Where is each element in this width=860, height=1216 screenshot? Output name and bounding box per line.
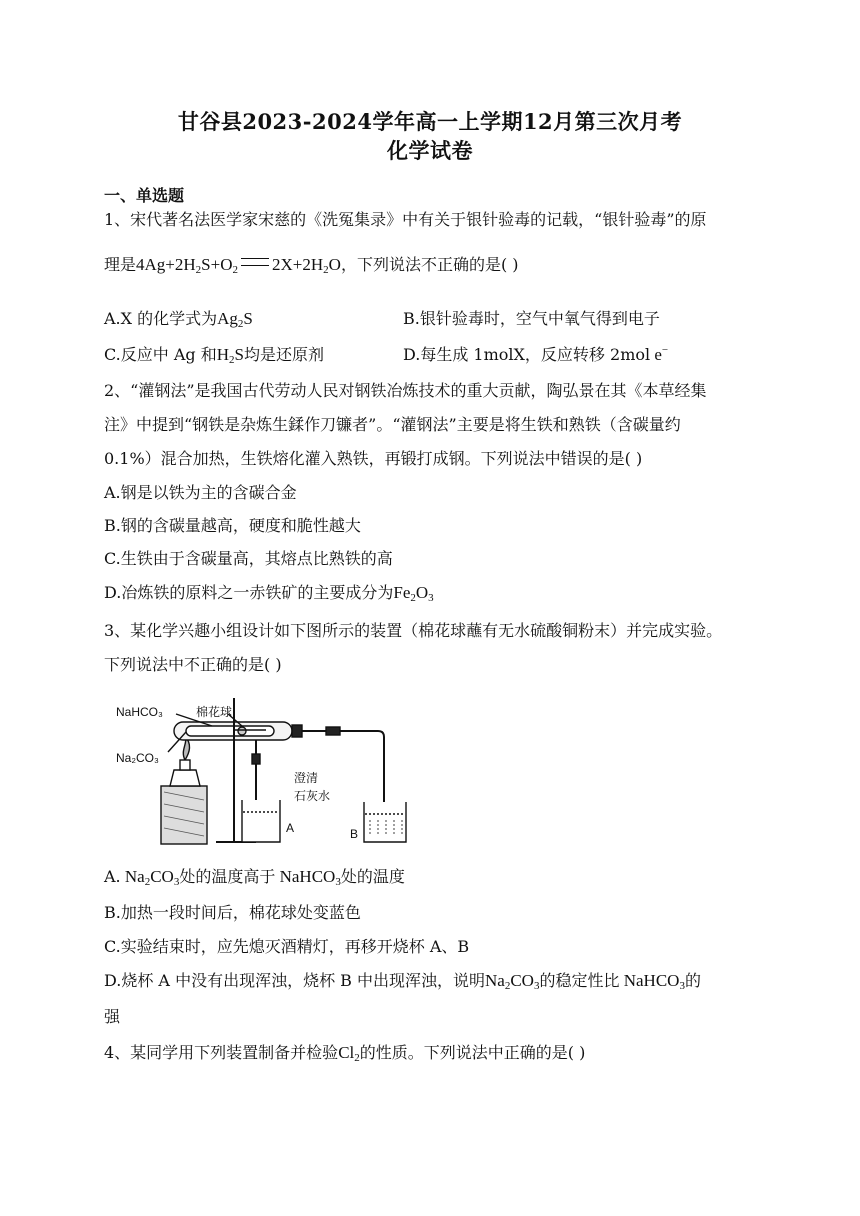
equals-sign [241, 258, 269, 266]
q3-option-a: A. $Na_2CO_3$处的温度高于 NaHCO$_3$处的温度 [104, 867, 405, 888]
experiment-apparatus-figure [116, 692, 416, 848]
q3-option-d-line2: 强 [104, 1007, 121, 1026]
q3-option-c: C.实验结束时，应先熄灭酒精灯，再移开烧杯 A、B [104, 937, 470, 956]
q3-option-d: D.烧杯 A 中没有出现浑浊，烧杯 B 中出现浑浊，说明$Na_2CO_3$的稳定性比 NaHCO$_3$的 [104, 971, 701, 992]
label-cotton: 棉花球 [196, 705, 233, 719]
label-nahco3: NaHCO₃ [116, 705, 163, 719]
label-a: A [286, 821, 295, 835]
label-clear: 澄清 [294, 771, 319, 785]
q1-option-b: B.银针验毒时，空气中氧气得到电子 [403, 309, 660, 328]
label-na2co3: Na₂CO₃ [116, 751, 159, 765]
inner-test-tube [186, 726, 274, 736]
q2-stem-line3: 0.1%）混合加热，生铁熔化灌入熟铁，再锻打成钢。下列说法中错误的是( ) [104, 449, 643, 468]
section-heading: 一、单选题 [104, 186, 185, 205]
label-limewater: 石灰水 [294, 789, 331, 803]
label-b: B [350, 827, 359, 841]
q2-option-b: B.钢的含碳量越高，硬度和脆性越大 [104, 516, 361, 535]
exam-title: 甘谷县2023-2024学年高一上学期12月第三次月考 [177, 109, 683, 134]
q3-stem-line2: 下列说法中不正确的是( ) [104, 655, 282, 674]
beaker-a [242, 800, 280, 842]
q3-stem-line1: 3、某化学兴趣小组设计如下图所示的装置（棉花球蘸有无水硫酸铜粉末）并完成实验。 [104, 621, 723, 640]
q3-option-b: B.加热一段时间后，棉花球处变蓝色 [104, 903, 361, 922]
q2-option-c: C.生铁由于含碳量高，其熔点比熟铁的高 [104, 549, 393, 568]
q1-option-a: A.X 的化学式为$Ag_2S$ [104, 309, 253, 330]
q1-option-d: D.每生成 1molX，反应转移 2mol e− [403, 344, 669, 364]
alcohol-lamp [170, 770, 200, 786]
q1-stem-line2: 理是$4Ag+2H_2S+O_2$ $2X+2H_2O$，下列说法不正确的是( ) [104, 255, 519, 276]
q1-option-c: C.反应中 Ag 和$H_2S$均是还原剂 [104, 345, 324, 366]
q2-option-a: A.钢是以铁为主的含碳合金 [104, 483, 297, 502]
exam-subject: 化学试卷 [387, 138, 473, 163]
q4-stem: 4、某同学用下列装置制备并检验$Cl_2$的性质。下列说法中正确的是( ) [104, 1043, 586, 1064]
q2-stem-line2: 注》中提到“钢铁是杂炼生鍒作刀镰者”。“灌钢法”主要是将生铁和熟铁（含碳量约 [104, 415, 681, 434]
q2-option-d: D.冶炼铁的原料之一赤铁矿的主要成分为$Fe_2O_3$ [104, 583, 434, 604]
q2-stem-line1: 2、“灌钢法”是我国古代劳动人民对钢铁冶炼技术的重大贡献，陶弘景在其《本草经集 [104, 381, 707, 400]
q1-stem-line1: 1、宋代著名法医学家宋慈的《洗冤集录》中有关于银针验毒的记载，“银针验毒”的原 [104, 210, 707, 229]
cotton-ball [238, 727, 246, 735]
